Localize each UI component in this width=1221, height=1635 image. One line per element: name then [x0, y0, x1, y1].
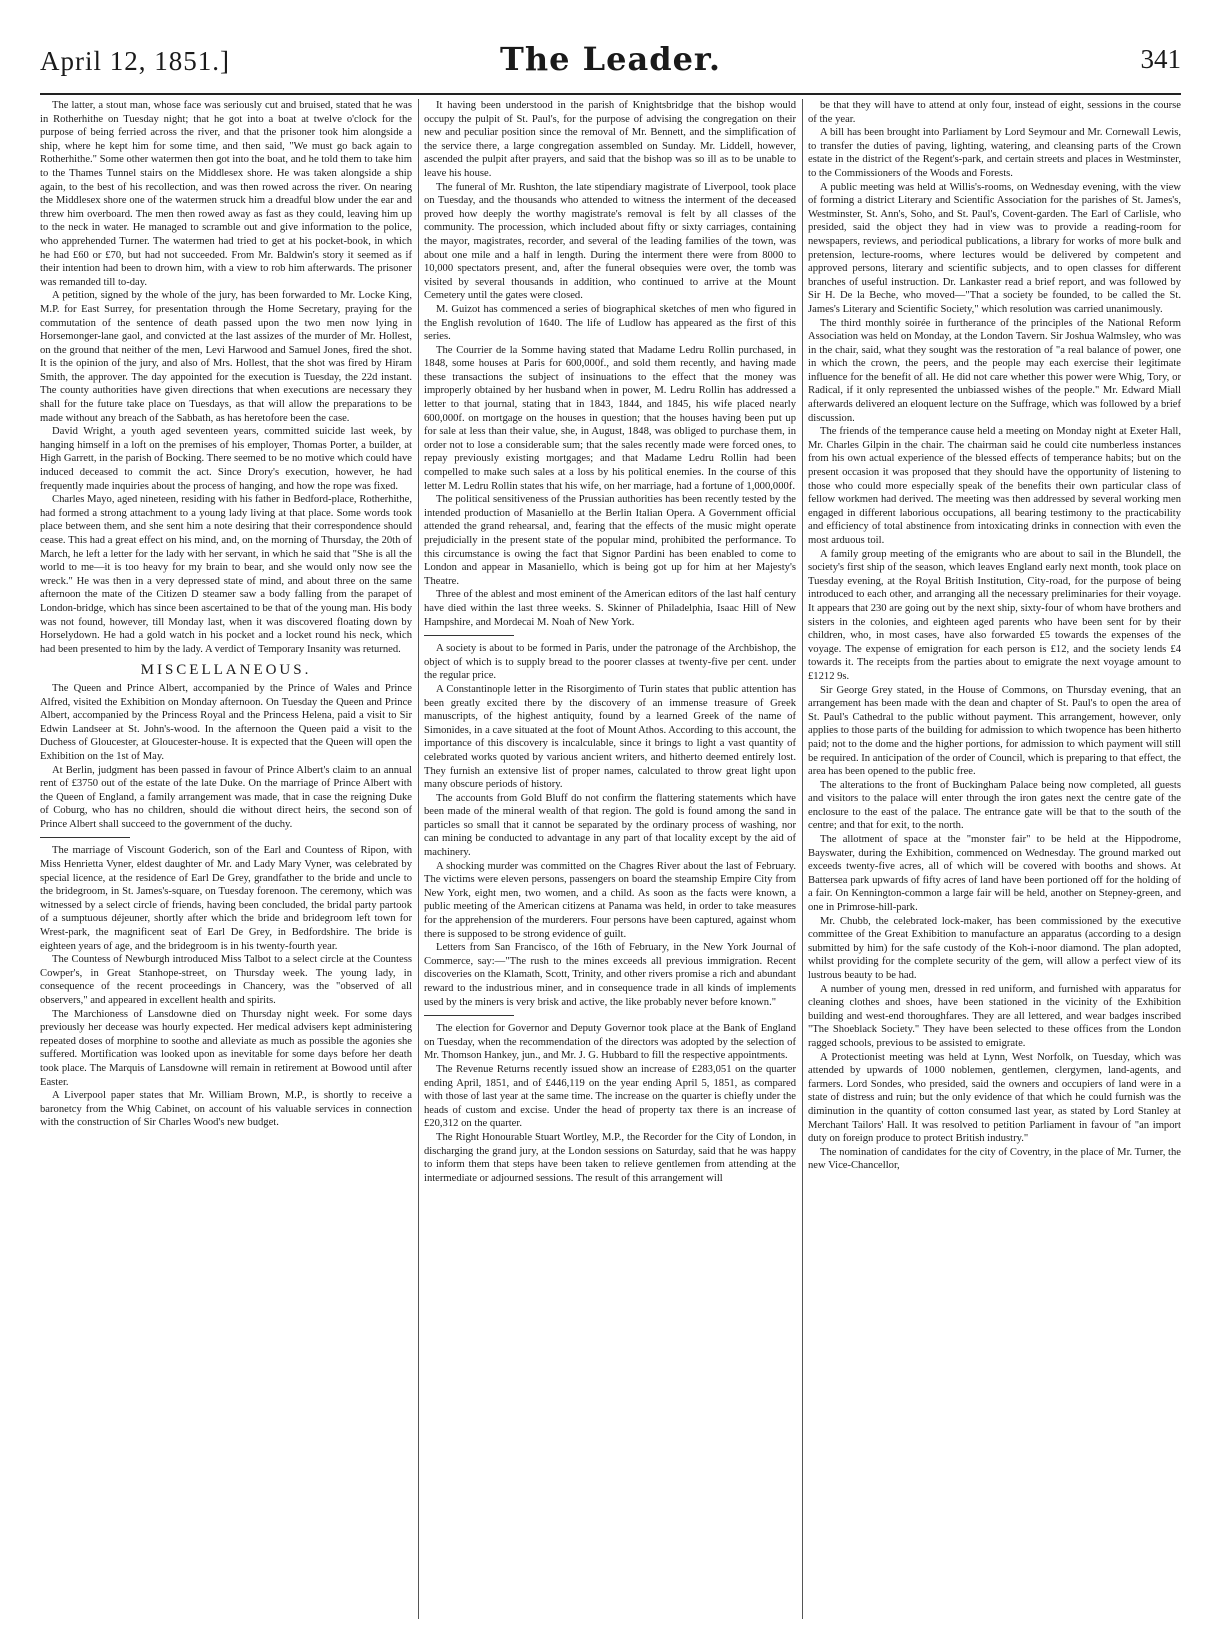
section-heading: MISCELLANEOUS. [140, 662, 312, 679]
article-paragraph: Sir George Grey stated, in the House of Commons, on Thursday evening, that an arrangement has been made with the dean and chapter of St. Paul's to open the area of St. Paul's Cathedral to the public without payment. This arrangement, however, only applies to those parts of the building for admission to which twopence has been hitherto paid; not to the dome and the higher portions, for admission to which payment will still be required. In anticipation of the order of Council, which is preparing to that effect, the area has been opened to the public free. [808, 684, 1181, 778]
article-paragraph: M. Guizot has commenced a series of biographical sketches of men who figured in the English revolution of 1640. The life of Ludlow has appeared as the first of this series. [424, 303, 796, 343]
article-paragraph: A Constantinople letter in the Risorgimento of Turin states that public attention has been greatly excited there by the discovery of an immense treasure of Greek manuscripts, of the highest antiquity, found by a learned Greek of the name of Simonides, in a cave situated at the foot of Mount Athos. According to this account, the importance of this discovery is incalculable, since it brings to light a vast quantity of celebrated works quoted by various ancient writers, and hitherto deemed entirely lost. They furnish an extensive list of proper names, calculated to throw great light upon many obscure periods of history. [424, 683, 796, 791]
article-paragraph: The funeral of Mr. Rushton, the late stipendiary magistrate of Liverpool, took place on Tuesday, and the thousands who attended to witness the interment of the deceased proved how deeply the worthy magistrate's removal is felt by all classes of the community. The procession, which included about fifty or sixty carriages, containing the mayor, magistrates, recorder, and several of the leading families of the town, was about one mile and a half in length. During the interment there were from 8000 to 10,000 spectators present, and, after the funeral obsequies were over, the tomb was visited by several thousands in addition, who continued to arrive at the Mount Cemetery until the gates were closed. [424, 181, 796, 302]
column-divider [802, 99, 803, 1619]
article-paragraph: Three of the ablest and most eminent of the American editors of the last half century have died within the last three weeks. S. Skinner of Philadelphia, Isaac Hill of New Hampshire, and Mordecai M. Noah of New York. [424, 589, 796, 628]
column-3 [808, 99, 1181, 1619]
separator [424, 1015, 514, 1016]
article-paragraph: A Liverpool paper states that Mr. William Brown, M.P., is shortly to receive a baronetcy from the Whig Cabinet, on account of his valuable services in connection with the construction of Sir Charles Wood's new budget. [40, 1090, 412, 1129]
article-paragraph: The Right Honourable Stuart Wortley, M.P., the Recorder for the City of London, in discharging the grand jury, at the London sessions on Saturday, said that he was happy to inform them that steps have been taken to relieve gentlemen from attending at the intermediate or adjourned sessions. The result of this arrangement will [424, 1131, 796, 1184]
article-paragraph: The alterations to the front of Buckingham Palace being now completed, all guests and visitors to the palace will enter through the iron gates next the centre gate of the enclosure to the east of the palace. The entrance gate will be that to the south of the centre; and that for exit, to the north. [808, 779, 1181, 832]
column-divider [418, 99, 419, 1619]
article-paragraph: The election for Governor and Deputy Governor took place at the Bank of England on Tuesday, when the recommendation of the directors was adopted by the selection of Mr. Thomson Hankey, jun., and Mr. J. G. Hubbard to fill the respective appointments. [424, 1023, 796, 1062]
issue-date: April 12, 1851.] [40, 46, 230, 76]
article-paragraph: A petition, signed by the whole of the jury, has been forwarded to Mr. Locke King, M.P. for East Surrey, for presentation through the Home Secretary, praying for the commutation of the sentence of death passed upon the two men now lying in Horsemonger-lane gaol, and convicted at the last assizes of the murder of Mr. Hollest, on the ground that neither of the men, Levi Harwood and Samuel Jones, fired the shot. It is the opinion of the jury, and also of Mrs. Hollest, that the shot was fired by Hiram Smith, the approver. The day appointed for the execution is Tuesday, the 22d instant. The county authorities have given directions that when executions are necessary they shall for the future take place on Tuesdays, as that will allow the preparations to be made without any breach of the Sabbath, as has heretofore been the case. [40, 290, 412, 424]
article-paragraph: Letters from San Francisco, of the 16th of February, in the New York Journal of Commerce, say:—"The rush to the mines exceeds all previous immigration. Recent discoveries on the Klamath, Scott, Trinity, and other rivers promise a rich and abundant reward to the industrious miner, and in consequence trade in all kinds of implements used by the miners is very brisk and active, the like probably never before known." [424, 942, 796, 1008]
article-paragraph: The allotment of space at the "monster fair" to be held at the Hippodrome, Bayswater, during the Exhibition, commenced on Wednesday. The ground marked out exceeds twenty-five acres, all of which will be covered with booths and shows. At Battersea park upwards of fifty acres of land have been portioned off for the holding of a fair. On Kennington-common a large fair will be held, another on Stepney-green, and one in Primrose-hill-park. [808, 834, 1181, 914]
article-paragraph: The Revenue Returns recently issued show an increase of £283,051 on the quarter ending April, 1851, and of £446,119 on the year ending April 5, 1851, as compared with those of last year at the same time. The increase on the quarter is chiefly under the heads of custom and excise. Under the head of property tax there is an increase of £20,312 on the quarter. [424, 1063, 796, 1130]
page-number: 341 [1140, 44, 1181, 74]
article-paragraph: The marriage of Viscount Goderich, son of the Earl and Countess of Ripon, with Miss Henrietta Vyner, eldest daughter of Mr. and Lady Mary Vyner, was celebrated by special licence, at the residence of Earl De Grey, grandfather to the bride and uncle to the bridegroom, in St. James's-square, on Tuesday forenoon. The ceremony, which was witnessed by a select circle of friends, having been concluded, the bridal party partook of a sumptuous déjeuner, shortly after which the bride and bridegroom left town for Wrest-park, the magnificent seat of Earl De Grey, in Bedfordshire. The bride is eighteen years of age, and the bridegroom is in his twenty-fourth year. [40, 845, 412, 952]
article-paragraph: The friends of the temperance cause held a meeting on Monday night at Exeter Hall, Mr. Charles Gilpin in the chair. The chairman said he could cite numberless instances from his own actual experience of the blessed effects of temperance habits; but on the present occasion it was proposed that they should have the opportunity of listening to those who could more especially speak of the benefits their own particular class of fellow workmen had derived. The meeting was then addressed by several working men engaged in different laborious occupations, all bearing testimony to the practicability and efficiency of total abstinence from intoxicating drinks in connection with even the most arduous toil. [808, 426, 1181, 546]
column-2 [424, 99, 796, 1619]
separator [40, 837, 130, 838]
article-paragraph: The Countess of Newburgh introduced Miss Talbot to a select circle at the Countess Cowper's, in Great Stanhope-street, on Thursday week. The young lady, in consequence of the recent proceedings in Chancery, was the "observed of all observers," and appeared in excellent health and spirits. [40, 954, 412, 1006]
article-paragraph: Charles Mayo, aged nineteen, residing with his father in Bedford-place, Rotherhithe, had formed a strong attachment to a young lady living at that place. Some words took place between them, and she sent him a note desiring that their correspondence should cease. This had a great effect on his mind, and, on the morning of Thursday, the 20th of March, he left a letter for the lady with her servant, in which he said that "She is all the world to me—it is too heavy for my brain to bear, and she would only now see the wreck." He was then in a very depressed state of mind, and about three on the same afternoon the mate of the Citizen D steamer saw a body falling from the parapet of London-bridge, which has since been ascertained to be that of the young man. His body was not found, however, till Monday last, when it was discovered floating down by Horselydown. He had a gold watch in his pocket and a locket round his neck, which had been presented to him by the lady. A verdict of Temporary Insanity was returned. [40, 494, 412, 655]
separator [424, 635, 514, 636]
article-paragraph: A shocking murder was committed on the Chagres River about the last of February. The victims were eleven persons, passengers on board the steamship Empire City from New York, eight men, two women, and a child. As soon as the facts were known, a public meeting of the American citizens at Panama was held, in order to take measures for the apprehension of the murderers. Four persons have been captured, against whom there is supposed to be strong evidence of guilt. [424, 860, 796, 940]
article-paragraph: David Wright, a youth aged seventeen years, committed suicide last week, by hanging himself in a loft on the premises of his employer, Thomas Porter, a builder, at High Garrett, in the parish of Bocking. There seemed to be no motive which could have induced deceased to commit the act. Since Drory's execution, however, he had frequently made inquiries about the process of hanging, and how the rope was fixed. [40, 426, 412, 492]
article-paragraph: be that they will have to attend at only four, instead of eight, sessions in the course of the year. [808, 100, 1181, 125]
article-paragraph: At Berlin, judgment has been passed in favour of Prince Albert's claim to an annual rent of £3750 out of the estate of the late Duke. On the marriage of Prince Albert with the Queen of England, a family arrangement was made, that in case the reigning Duke of Coburg, who has no children, should die without direct heirs, the second son of Prince Albert shall succeed to the government of the duchy. [40, 764, 412, 830]
article-paragraph: The Queen and Prince Albert, accompanied by the Prince of Wales and Prince Alfred, visited the Exhibition on Monday afternoon. On Tuesday the Queen and Prince Albert, accompanied by the Princess Royal and the Princess Helena, paid a visit to Sir Edwin Landseer at St. John's-wood. In the afternoon the Queen paid a visit to the Duchess of Gloucester, at Gloucester-house. It is expected that the Queen will open the Exhibition on the 1st of May. [40, 682, 412, 762]
article-paragraph: A number of young men, dressed in red uniform, and furnished with apparatus for cleaning clothes and shoes, have been stationed in the vicinity of the Exhibition building and west-end thoroughfares. They are all lettered, and wear badges inscribed "The Shoeblack Society." They have been selected to these offices from the London ragged schools, previous to be assisted to emigrate. [808, 983, 1181, 1049]
article-paragraph: The Marchioness of Lansdowne died on Thursday night week. For some days previously her decease was hourly expected. Her medical advisers kept administering repeated doses of morphine to soothe and alleviate as much as possible the agonies she suffered. Mortification was looked upon as inevitable for some days before her death took place. The Marquis of Lansdowne will remain in retirement at Bowood until after Easter. [40, 1008, 412, 1088]
article-paragraph: A public meeting was held at Willis's-rooms, on Wednesday evening, with the view of forming a district Literary and Scientific Association for the parishes of St. James's, Westminster, St. Ann's, Soho, and St. Paul's, Covent-garden. The Earl of Carlisle, who presided, said the object they had in view was to provide a reading-room for newspapers, reviews, and periodical publications, a library for works of more bulk and pretension, lecture-rooms, where lectures would be delivered by competent and approved persons, literary and scientific subjects, and to open classes for different branches of useful instruction. Dr. Lankaster read a brief report, and was followed by Sir H. De la Beche, who moved—"That a society be founded, to be called the St. James's Literary and Scientific Society," which resolution was carried unanimously. [808, 181, 1181, 315]
article-paragraph: The political sensitiveness of the Prussian authorities has been recently tested by the intended production of Masaniello at the Berlin Italian Opera. A Government official attended the grand rehearsal, and, fearing that the effects of the music might operate prejudicially in the present state of the popular mind, prohibited the performance. To this circumstance is owing the fact that Signor Pardini has been enabled to come to London and appear in Masaniello, which is being got up for him at her Majesty's Theatre. [424, 494, 796, 587]
article-paragraph: A society is about to be formed in Paris, under the patronage of the Archbishop, the object of which is to supply bread to the poorer classes at twenty-five per cent. under the regular price. [424, 643, 796, 682]
masthead [40, 38, 1181, 96]
article-paragraph: A Protectionist meeting was held at Lynn, West Norfolk, on Tuesday, which was attended by upwards of 1000 noblemen, gentlemen, clergymen, land-agents, and farmers. Lord Sondes, who presided, said the owners and occupiers of land were in a state of distress and ruin; but the only evidence of that which he could furnish was the diminution in the quantity of cotton consumed last year, as stated by Lord Stanley at Merchant Tailors' Hall. It was resolved to petition Parliament in favour of "an import duty on foreign produce to protect British industry." [808, 1051, 1181, 1145]
header-rule [40, 93, 1181, 95]
article-paragraph: A bill has been brought into Parliament by Lord Seymour and Mr. Cornewall Lewis, to transfer the duties of paving, lighting, watering, and cleansing parts of the Crown estate in the district of the Regent's-park, and certain streets and places in Westminster, to the Commissioners of the Woods and Forests. [808, 127, 1181, 179]
article-paragraph: Mr. Chubb, the celebrated lock-maker, has been commissioned by the executive committee of the Great Exhibition to manufacture an apparatus (according to a design submitted by him) for the safe custody of the Koh-i-noor diamond. The plan adopted, whilst providing for the complete security of the gem, will allow a perfect view of its lustrous beauty to be had. [808, 915, 1181, 981]
article-paragraph: The Courrier de la Somme having stated that Madame Ledru Rollin purchased, in 1848, some houses at Paris for 600,000f., and sold them recently, and having made these transactions the subject of insinuations to the effect that the money was improperly obtained by her husband when in power, M. Ledru Rollin has addressed a letter to that journal, stating that in 1843, 1844, and 1845, his wife placed nearly 600,000f. on mortgage on the houses in question; that the houses having been put up for sale at less than their value, she, in August, 1848, was obliged to purchase them, in order not to lose a considerable sum; that the sales recently made were forced ones, to repay previously existing mortgages; and that Madame Ledru Rollin had been compelled to make such sales at a loss by his political enemies. In the course of this letter M. Ledru Rollin states that his wife, on her marriage, had a fortune of 1,000,000f. [424, 344, 796, 492]
article-paragraph: The accounts from Gold Bluff do not confirm the flattering statements which have been made of the mineral wealth of that region. The gold is found among the sand in particles so small that it cannot be separated by the ordinary process of washing, nor can mining be conducted to advantage in any part of that locality except by the aid of machinery. [424, 792, 796, 859]
newspaper-title: The Leader. [500, 40, 721, 78]
article-paragraph: The latter, a stout man, whose face was seriously cut and bruised, stated that he was in Rotherhithe on Tuesday night; that he got into a boat at twelve o'clock for the purpose of being ferried across the river, and that the prisoner took him alongside a ship, where he kept him for some time, and then said, "We must go back again to Rotherhithe." Some other watermen then got into the boat, and he told them to take him to the Thames Tunnel stairs on the Middlesex shore. He was taken alongside a ship again, to the best of his recollection, and was then rowed across the river. On nearing the Middlesex shore one of the watermen struck him a dreadful blow under the ear and threw him overboard. The men then rowed away as fast as they could, leaving him up to the neck in water. He managed to scramble out and give information to the police, who apprehended Turner. The watermen had tried to get at his pocket-book, in which he had £60 or £70, but had not succeeded. From Mr. Baldwin's story it seemed as if their intention had been to drown him, with a view to rob him afterwards. The prisoner was remanded till to-day. [40, 100, 412, 288]
column-1 [40, 99, 412, 1619]
article-paragraph: The nomination of candidates for the city of Coventry, in the place of Mr. Turner, the new Vice-Chancellor, [808, 1146, 1181, 1172]
article-paragraph: The third monthly soirée in furtherance of the principles of the National Reform Association was held on Monday, at the London Tavern. Sir Joshua Walmsley, who was in the chair, said, what they sought was the restoration of "a real balance of power, one in which the crown, the peers, and the people may each exercise their legitimate influence for the benefit of all. He did not care whether this power were Whig, Tory, or Radical, if it only represented the unbiassed wishes of the people." Mr. Edward Miall afterwards delivered an eloquent lecture on the Suffrage, which was followed by a brief discussion. [808, 317, 1181, 424]
article-paragraph: A family group meeting of the emigrants who are about to sail in the Blundell, the society's first ship of the season, which leaves England early next month, took place on Tuesday evening, at the Royal British Institution, City-road, for the purpose of being introduced to each other, and arranging all the necessary preliminaries for their voyage. It appears that 230 are going out by the next ship, sixty-four of whom have brothers and sisters in the colonies, and eighteen aged parents who have been sent for by their children, who, in most cases, have also forwarded £5 towards the expenses of the voyage. The expense of emigration for each person is £12, and the society lends £4 towards it. The receipts from the parties about to emigrate the next voyage amount to £1212 9s. [808, 548, 1181, 682]
article-paragraph: It having been understood in the parish of Knightsbridge that the bishop would occupy the pulpit of St. Paul's, for the purpose of advising the congregation on their new and peculiar position since the removal of Mr. Bennett, and the simplification of the service there, a large congregation assembled on Sunday. Mr. Liddell, however, ascended the pulpit after prayers, and said that the bishop was so ill as to be unable to leave his house. [424, 100, 796, 179]
